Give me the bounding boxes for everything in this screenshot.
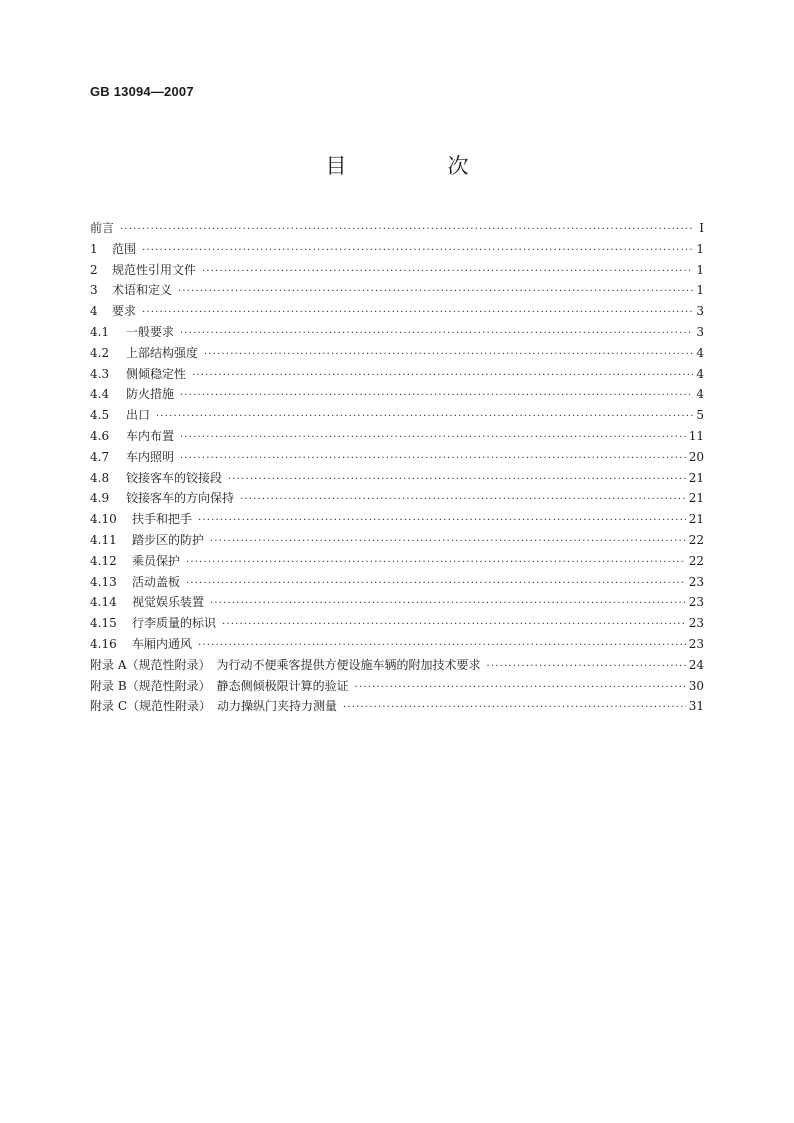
toc-entry-label: 踏步区的防护 [132,532,205,547]
toc-entry-label: 附录 C（规范性附录） 动力操纵门夹持力测量 [90,699,337,714]
toc-entry-page: 23 [688,595,704,610]
toc-entry-label: 侧倾稳定性 [126,366,187,381]
toc-entry-page: 21 [688,491,704,506]
toc-entry-label: 扶手和把手 [132,512,193,527]
toc-entry[interactable] [90,488,704,509]
toc-entry[interactable] [90,343,704,364]
toc-entry[interactable] [90,572,704,593]
toc-dot-leader [204,345,693,366]
standard-code: GB 13094—2007 [90,84,194,99]
toc-entry-page: 21 [688,512,704,527]
toc-entry[interactable] [90,364,704,385]
toc-entry[interactable] [90,426,704,447]
toc-dot-leader [343,698,686,719]
toc-entry-number: 4.9 [90,491,110,506]
toc-entry-number: 4.12 [90,553,117,568]
toc-entry-number: 4.2 [90,345,110,360]
toc-entry-number: 4.14 [90,595,117,610]
toc-entry-number: 4.7 [90,449,110,464]
toc-entry-page: 1 [696,283,704,298]
toc-entry-label: 活动盖板 [132,574,181,589]
toc-entry-page: 3 [696,324,704,339]
toc-dot-leader [486,657,685,678]
toc-dot-leader [210,594,686,615]
toc-entry[interactable] [90,676,704,697]
toc-entry[interactable] [90,655,704,676]
toc-entry-page: 4 [696,366,704,381]
toc-entry[interactable] [90,322,704,343]
toc-entry-number: 4.3 [90,366,110,381]
toc-entry-label: 视觉娱乐装置 [132,595,205,610]
toc-dot-leader [120,220,693,241]
toc-entry[interactable] [90,634,704,655]
toc-entry-page: 1 [696,241,704,256]
toc-entry[interactable] [90,405,704,426]
toc-entry-label: 规范性引用文件 [112,262,197,277]
toc-dot-leader [156,407,693,428]
toc-entry-label: 范围 [112,241,137,256]
toc-entry-number: 4.4 [90,387,110,402]
toc-entry-page: 23 [688,636,704,651]
toc-entry-number: 1 [90,241,98,256]
toc-entry-label: 术语和定义 [112,283,173,298]
toc-entry-number: 4.11 [90,532,117,547]
toc-entry-page: I [699,221,704,235]
toc-dot-leader [186,574,686,595]
toc-entry-page: 20 [688,449,704,464]
toc-entry-number: 4.10 [90,512,117,527]
toc-dot-leader [180,386,693,407]
toc-entry-number: 4.5 [90,408,110,423]
toc-entry-page: 11 [688,428,704,443]
toc-dot-leader [222,615,686,636]
toc-dot-leader [198,636,686,657]
toc-entry-page: 22 [688,532,704,547]
toc-entry-label: 乘员保护 [132,553,181,568]
toc-entry[interactable] [90,301,704,322]
toc-entry-page: 22 [688,553,704,568]
toc-entry[interactable] [90,218,704,239]
toc-dot-leader [198,511,686,532]
toc-entry-number: 4.13 [90,574,117,589]
toc-entry-number: 4.6 [90,428,110,443]
toc-entry-number: 4.16 [90,636,117,651]
toc-entry[interactable] [90,239,704,260]
toc-entry-number: 2 [90,262,98,277]
toc-entry-label: 附录 A（规范性附录） 为行动不便乘客提供方便设施车辆的附加技术要求 [90,657,481,672]
toc-dot-leader [180,449,686,470]
toc-entry-label: 上部结构强度 [126,345,199,360]
toc-dot-leader [228,470,686,491]
toc-entry[interactable] [90,696,704,717]
toc-dot-leader [180,428,686,449]
toc-entry[interactable] [90,551,704,572]
toc-entry-label: 附录 B（规范性附录） 静态侧倾极限计算的验证 [90,678,349,693]
toc-entry[interactable] [90,509,704,530]
toc-entry-label: 铰接客车的铰接段 [126,470,223,485]
toc-entry[interactable] [90,447,704,468]
toc-entry-label: 前言 [90,221,115,235]
toc-entry-number: 4.1 [90,324,110,339]
toc-dot-leader [186,553,686,574]
toc-dot-leader [142,303,693,324]
toc-entry-page: 5 [696,408,704,423]
toc-entry-number: 4.8 [90,470,110,485]
toc-entry-page: 24 [688,657,704,672]
toc-dot-leader [192,366,693,387]
toc-entry-label: 防火措施 [126,387,175,402]
toc-entry-label: 出口 [126,408,151,423]
toc-dot-leader [355,678,686,699]
page-title: 目 次 [325,154,509,178]
toc-entry-page: 21 [688,470,704,485]
toc-entry[interactable] [90,468,704,489]
toc-entry[interactable] [90,592,704,613]
toc-entry-label: 车厢内通风 [132,636,193,651]
toc-entry-page: 4 [696,345,704,360]
toc-entry-page: 30 [688,678,704,693]
toc-entry-label: 铰接客车的方向保持 [126,491,235,506]
toc-entry-label: 行李质量的标识 [132,616,217,631]
toc-entry[interactable] [90,384,704,405]
toc-entry-label: 一般要求 [126,324,175,339]
table-of-contents [90,218,704,717]
toc-entry-page: 1 [696,262,704,277]
toc-entry-label: 车内布置 [126,428,175,443]
toc-entry-page: 4 [696,387,704,402]
toc-dot-leader [240,490,686,511]
toc-dot-leader [142,241,693,262]
toc-entry-page: 31 [688,699,704,714]
toc-entry-number: 4 [90,304,98,319]
toc-entry-number: 3 [90,283,98,298]
toc-entry-page: 23 [688,616,704,631]
toc-entry[interactable] [90,613,704,634]
toc-dot-leader [178,282,693,303]
toc-entry[interactable] [90,260,704,281]
toc-dot-leader [210,532,686,553]
toc-dot-leader [202,262,693,283]
toc-entry-label: 车内照明 [126,449,175,464]
toc-entry[interactable] [90,280,704,301]
toc-entry-page: 23 [688,574,704,589]
toc-entry-page: 3 [696,304,704,319]
toc-entry-number: 4.15 [90,616,117,631]
toc-entry-label: 要求 [112,304,137,319]
toc-entry[interactable] [90,530,704,551]
toc-dot-leader [180,324,693,345]
